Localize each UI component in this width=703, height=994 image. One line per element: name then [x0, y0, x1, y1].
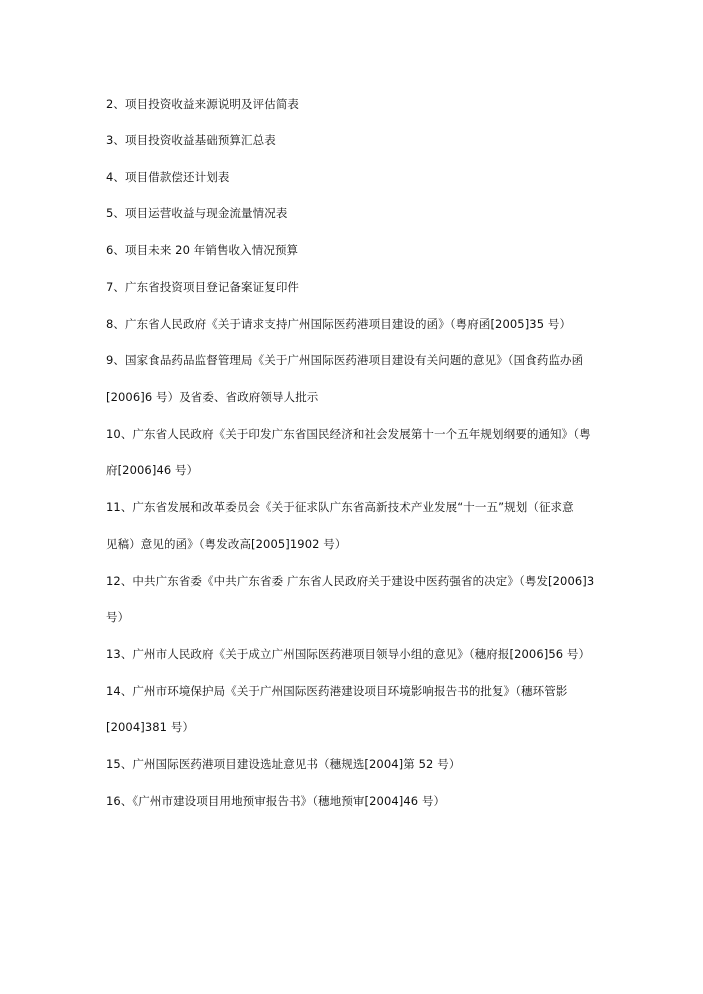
list-item-continuation: [2006]6 号）及省委、省政府领导人批示 [106, 390, 319, 404]
list-item: 2、项目投资收益来源说明及评估简表 [106, 97, 300, 111]
list-item: 15、广州国际医药港项目建设选址意见书（穗规选[2004]第 52 号） [106, 757, 461, 771]
list-item: 16、《广州市建设项目用地预审报告书》（穗地预审[2004]46 号） [106, 794, 446, 808]
list-item: 3、项目投资收益基础预算汇总表 [106, 133, 276, 147]
list-item: 6、项目未来 20 年销售收入情况预算 [106, 243, 299, 257]
list-item: 12、中共广东省委《中共广东省委 广东省人民政府关于建设中医药强省的决定》（粤发[2006]3 [106, 574, 595, 588]
list-item: 4、项目借款偿还计划表 [106, 170, 230, 184]
list-item: 11、广东省发展和改革委员会《关于征求队广东省高新技术产业发展“十一五”规划（征求意 [106, 500, 574, 514]
list-item: 5、项目运营收益与现金流量情况表 [106, 206, 288, 220]
list-item: 10、广东省人民政府《关于印发广东省国民经济和社会发展第十一个五年规划纲要的通知》（粤 [106, 427, 591, 441]
list-item: 13、广州市人民政府《关于成立广州国际医药港项目领导小组的意见》（穗府报[2006]56 号） [106, 647, 591, 661]
list-item-continuation: 见稿）意见的函》（粤发改高[2005]1902 号） [106, 537, 347, 551]
list-item: 8、广东省人民政府《关于请求支持广州国际医药港项目建设的函》（粤府函[2005]35 号） [106, 317, 572, 331]
list-item: 7、广东省投资项目登记备案证复印件 [106, 280, 300, 294]
list-item-continuation: 号） [106, 610, 130, 624]
list-item: 9、国家食品药品监督管理局《关于广州国际医药港项目建设有关问题的意见》（国食药监办函 [106, 353, 584, 367]
list-item-continuation: 府[2006]46 号） [106, 463, 199, 477]
list-item-continuation: [2004]381 号） [106, 720, 195, 734]
list-item: 14、广州市环境保护局《关于广州国际医药港建设项目环境影响报告书的批复》（穗环管影 [106, 684, 568, 698]
